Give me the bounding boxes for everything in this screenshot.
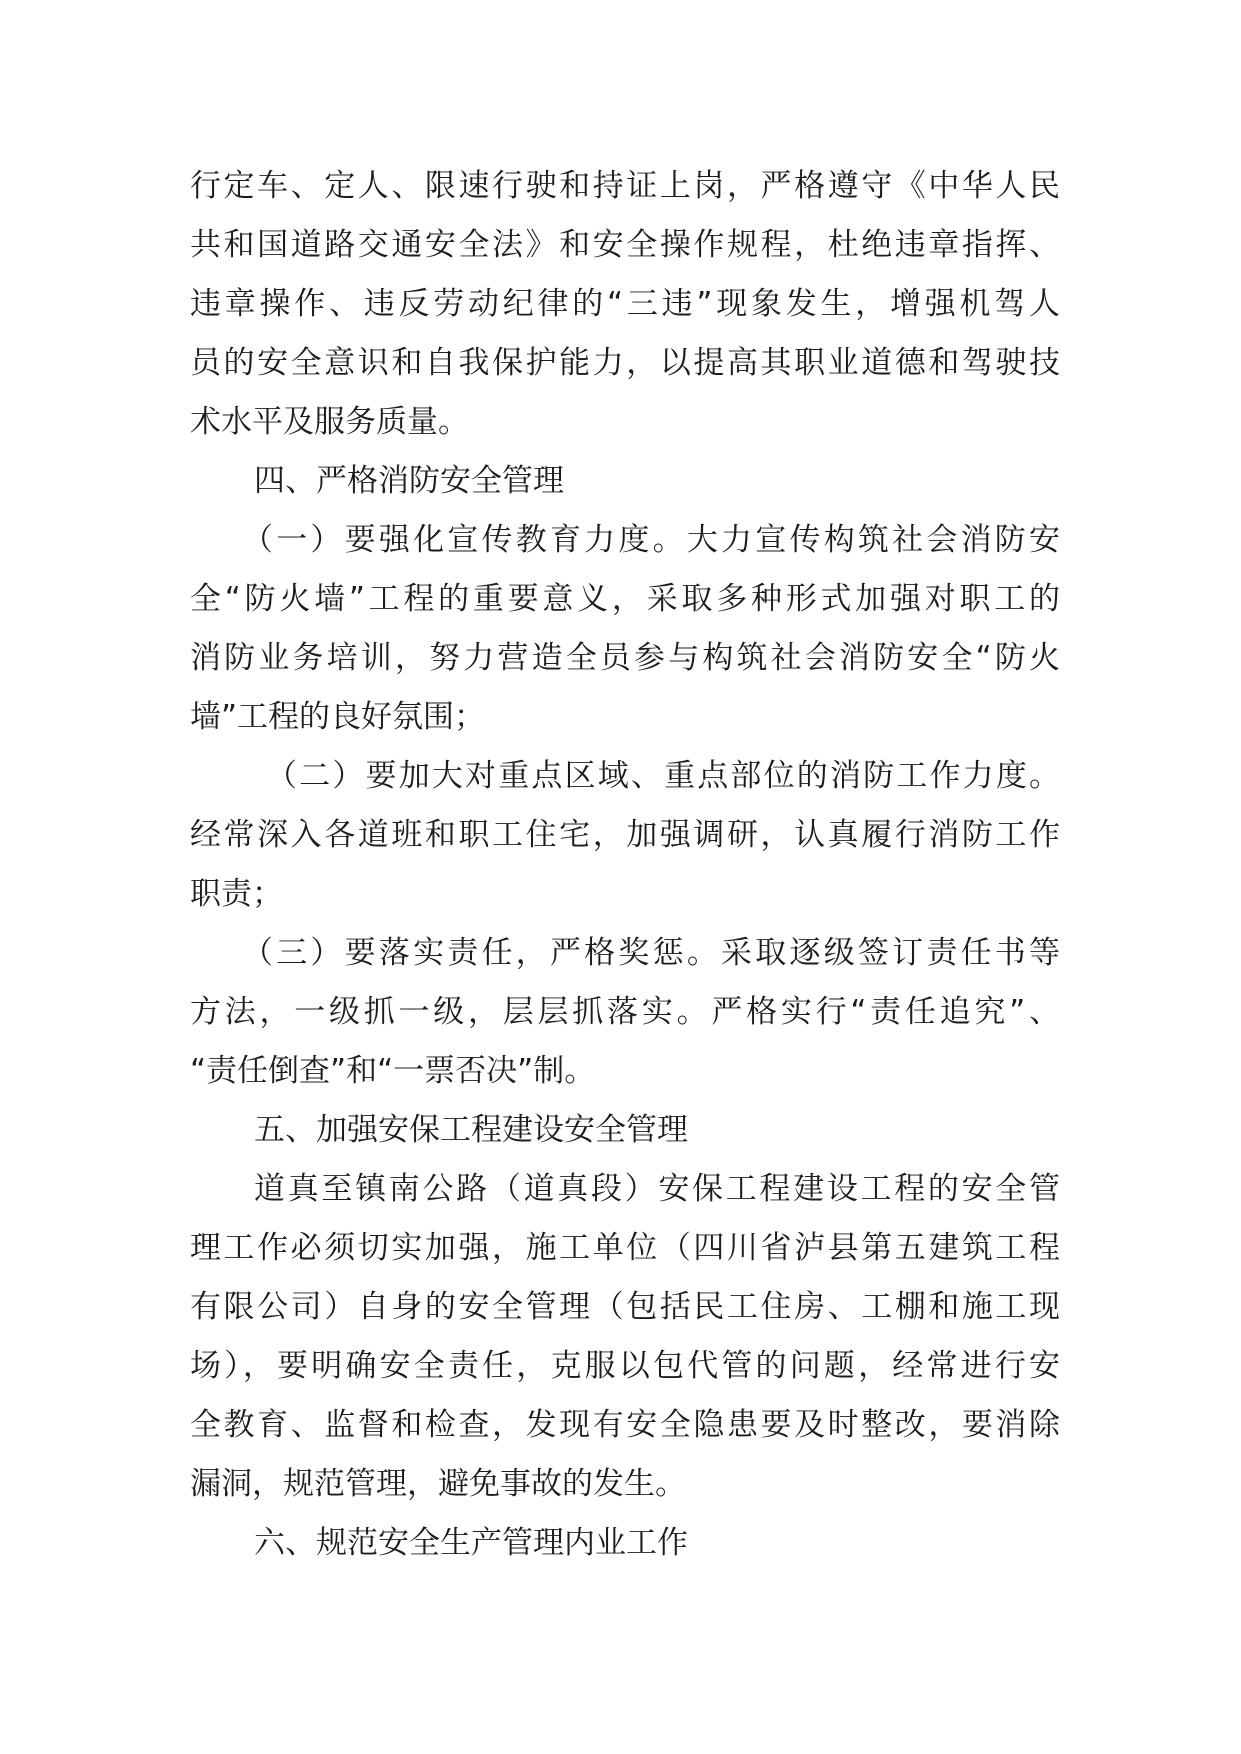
document-body bbox=[190, 157, 1060, 1573]
section-heading: 五、加强安保工程建设安全管理 bbox=[254, 1112, 688, 1148]
paragraph-line: 理工作必须切实加强，施工单位（四川省泸县第五建筑工程 bbox=[190, 1230, 1060, 1266]
paragraph-line: 全“防火墙”工程的重要意义，采取多种形式加强对职工的 bbox=[190, 581, 1060, 617]
paragraph-line: 道真至镇南公路（道真段）安保工程建设工程的安全管 bbox=[254, 1171, 1060, 1207]
paragraph-line: 经常深入各道班和职工住宅，加强调研，认真履行消防工作 bbox=[190, 817, 1060, 853]
section-heading: 六、规范安全生产管理内业工作 bbox=[254, 1525, 688, 1561]
paragraph-line: 员的安全意识和自我保护能力，以提高其职业道德和驾驶技 bbox=[190, 345, 1060, 381]
paragraph-line: 行定车、定人、限速行驶和持证上岗，严格遵守《中华人民 bbox=[190, 168, 1060, 204]
paragraph-line: 术水平及服务质量。 bbox=[190, 404, 469, 440]
paragraph-line: （二）要加大对重点区域、重点部位的消防工作力度。 bbox=[266, 758, 1060, 794]
paragraph-line: 方法，一级抓一级，层层抓落实。严格实行“责任追究”、 bbox=[190, 994, 1060, 1030]
paragraph-line: 违章操作、违反劳动纪律的“三违”现象发生，增强机驾人 bbox=[190, 286, 1060, 322]
paragraph-line: 漏洞，规范管理，避免事故的发生。 bbox=[190, 1466, 686, 1502]
paragraph-line: 墙”工程的良好氛围； bbox=[190, 699, 486, 735]
paragraph-line: 职责； bbox=[190, 876, 283, 912]
paragraph-line: 场），要明确安全责任，克服以包代管的问题，经常进行安 bbox=[190, 1348, 1060, 1384]
paragraph-line: 全教育、监督和检查，发现有安全隐患要及时整改，要消除 bbox=[190, 1407, 1060, 1443]
paragraph-line: “责任倒查”和“一票否决”制。 bbox=[190, 1053, 596, 1089]
paragraph-line: 共和国道路交通安全法》和安全操作规程，杜绝违章指挥、 bbox=[190, 227, 1060, 263]
paragraph-line: 消防业务培训，努力营造全员参与构筑社会消防安全“防火 bbox=[190, 640, 1060, 676]
section-heading: 四、严格消防安全管理 bbox=[254, 463, 564, 499]
paragraph-line: （三）要落实责任，严格奖惩。采取逐级签订责任书等 bbox=[242, 935, 1060, 971]
paragraph-line: （一）要强化宣传教育力度。大力宣传构筑社会消防安 bbox=[242, 522, 1060, 558]
paragraph-line: 有限公司）自身的安全管理（包括民工住房、工棚和施工现 bbox=[190, 1289, 1060, 1325]
